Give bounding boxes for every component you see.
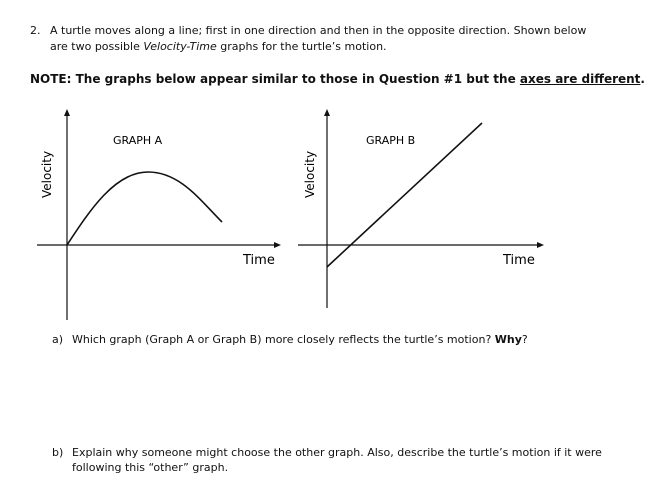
- note-suffix: .: [640, 72, 645, 86]
- graph-a: [37, 112, 278, 320]
- graph-b: [298, 112, 541, 308]
- question-line-2-prefix: are two possible: [50, 40, 144, 53]
- part-a-label: a): [52, 333, 64, 346]
- graph-a-curve: [67, 172, 222, 245]
- graph-a-title: GRAPH A: [113, 134, 163, 147]
- graph-b-xlabel: Time: [503, 253, 535, 268]
- part-b-line-1: Explain why someone might choose the other graph. Also, describe the turtle’s motion if it were: [72, 446, 602, 459]
- graph-a-xlabel: Time: [243, 253, 275, 268]
- question-line-2-suffix: graphs for the turtle’s motion.: [216, 40, 387, 53]
- graph-b-ylabel: Velocity: [303, 150, 317, 198]
- note-underlined: axes are different: [519, 72, 641, 86]
- graph-a-ylabel: Velocity: [40, 150, 54, 198]
- part-a-end: ?: [521, 333, 528, 346]
- question-line-1: A turtle moves along a line; first in one direction and then in the opposite direction. Shown below: [50, 24, 587, 37]
- part-a-bold: Why: [494, 333, 522, 346]
- question-number: 2.: [30, 24, 41, 37]
- part-a-question: Which graph (Graph A or Graph B) more closely reflects the turtle’s motion?: [72, 333, 495, 346]
- part-b-label: b): [52, 446, 64, 459]
- graph-b-title: GRAPH B: [366, 134, 416, 147]
- note-prefix: NOTE: The graphs below appear similar to those in Question #1 but the: [30, 72, 520, 86]
- part-a-text: [72, 333, 528, 347]
- question-line-2-italic: Velocity-Time: [143, 40, 217, 53]
- part-b-line-2: following this “other” graph.: [72, 461, 229, 474]
